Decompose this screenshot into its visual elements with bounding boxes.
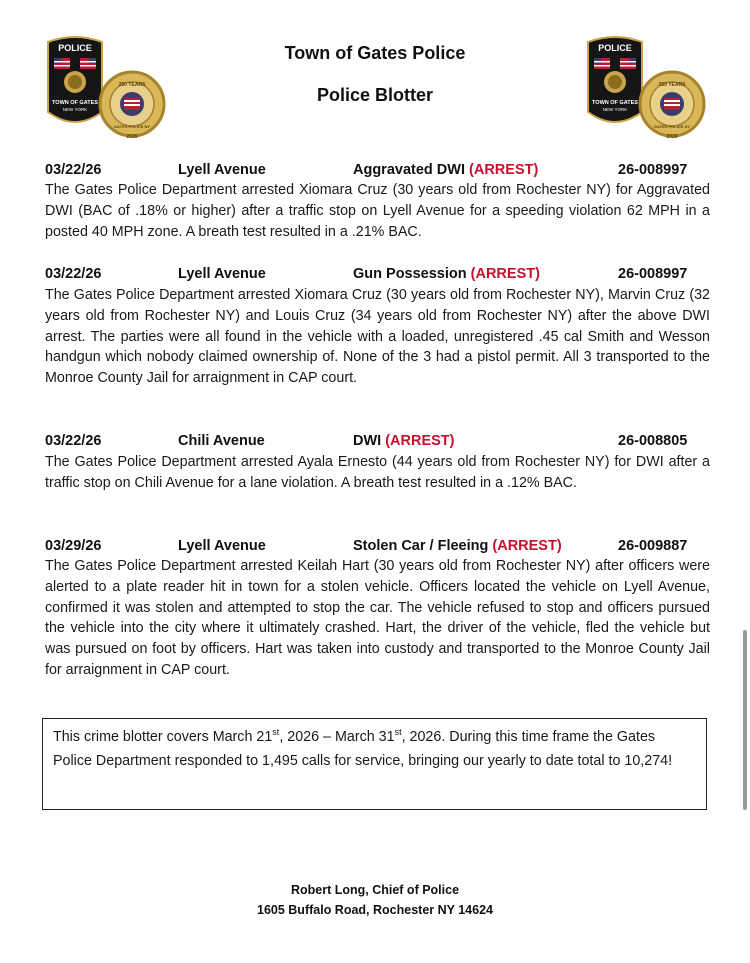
svg-text:2026: 2026 (126, 134, 138, 140)
arrest-status: (ARREST) (385, 433, 455, 449)
summary-box (42, 718, 707, 810)
entry-type (353, 538, 562, 554)
page-title: Town of Gates Police (284, 43, 466, 63)
entry-date: 03/22/26 (45, 162, 102, 178)
entry-type-label: Stolen Car / Fleeing (353, 538, 489, 554)
summary-text: , 2026. During this time frame the Gates Police Department responded to 1,495 calls for service, bringing our yearly to date total to 10,274! (53, 729, 673, 769)
svg-text:TOWN OF GATES: TOWN OF GATES (592, 100, 638, 106)
summary-sup: st (272, 727, 280, 738)
entry-body: The Gates Police Department arrested Xiomara Cruz (30 years old from Rochester NY), Marvin Cruz (32 years old from Rochester NY) and Louis Cruz (34 years old from Rochester NY) after the above DWI arrest. The parties were all found in the vehicle with a loaded, unregistered .45 cal Smith and Wesson handgun which nobody claimed ownership of. None of the 3 had a pistol permit. All 3 transported to the Monroe County Jail for arraignment in CAP court. (45, 287, 710, 387)
summary-text: , 2026 – March 31 (279, 729, 395, 745)
entry-date: 03/22/26 (45, 433, 102, 449)
entry-header (45, 162, 700, 180)
svg-text:250 YEARS: 250 YEARS (658, 82, 686, 88)
summary-text: This crime blotter covers March 21 (53, 729, 273, 745)
svg-text:2026: 2026 (666, 134, 678, 140)
entry-type (353, 162, 538, 178)
svg-text:NEW YORK: NEW YORK (62, 107, 88, 112)
entry-location: Chili Avenue (178, 433, 265, 449)
gold-shield-icon (100, 72, 164, 140)
entry-location: Lyell Avenue (178, 538, 266, 554)
entry-date: 03/29/26 (45, 538, 102, 554)
entry-case-number: 26-008805 (618, 433, 688, 449)
svg-text:POLICE: POLICE (58, 43, 92, 53)
footer-signature: Robert Long, Chief of Police (290, 883, 460, 897)
gold-shield-icon (640, 72, 704, 140)
svg-text:NEW YORK: NEW YORK (602, 107, 628, 112)
entry-type-label: Aggravated DWI (353, 162, 465, 178)
entry-type (353, 266, 540, 282)
svg-text:GATES POLICE NY: GATES POLICE NY (653, 124, 691, 129)
entry-type-label: Gun Possession (353, 266, 467, 282)
svg-text:TOWN OF GATES: TOWN OF GATES (52, 100, 98, 106)
scrollbar[interactable] (743, 630, 747, 810)
entry-location: Lyell Avenue (178, 266, 266, 282)
entry-body: The Gates Police Department arrested Ayala Ernesto (44 years old from Rochester NY) for DWI after a traffic stop on Chili Avenue for a lane violation. A breath test resulted in a .12% BAC. (45, 454, 710, 491)
entry-case-number: 26-008997 (618, 266, 688, 282)
svg-text:250 YEARS: 250 YEARS (118, 82, 146, 88)
page-subtitle: Police Blotter (316, 85, 434, 105)
entry-body: The Gates Police Department arrested Xiomara Cruz (30 years old from Rochester NY) for Aggravated DWI (BAC of .18% or higher) after a traffic stop on Lyell Avenue for a speeding violation 62 MPH in a posted 40 MPH zone. A breath test resulted in a .21% BAC. (45, 182, 710, 240)
footer-address: 1605 Buffalo Road, Rochester NY 14624 (257, 903, 493, 917)
entry-header (45, 433, 700, 451)
entry-header (45, 538, 700, 556)
entry-type-label: DWI (353, 433, 382, 449)
entry-case-number: 26-009887 (618, 538, 688, 554)
summary-sup: st (394, 727, 402, 738)
arrest-status: (ARREST) (492, 538, 562, 554)
entry-date: 03/22/26 (45, 266, 102, 282)
arrest-status: (ARREST) (470, 266, 540, 282)
entry-type (353, 433, 455, 449)
arrest-status: (ARREST) (469, 162, 539, 178)
svg-text:GATES POLICE NY: GATES POLICE NY (113, 124, 151, 129)
entry-case-number: 26-008997 (618, 162, 688, 178)
entry-body: The Gates Police Department arrested Keilah Hart (30 years old from Rochester NY) after officers were alerted to a plate reader hit in town for a stolen vehicle. Officers located the vehicle on Lyell Avenue, confirmed it was stolen and attempted to stop the car. The vehicle refused to stop and officers pursued the vehicle into the city where it ultimately crashed. Hart, the driver of the vehicle, fled the vehicle but was pursued on foot by officers. Hart was taken into custody and transported to the Monroe County Jail for arraignment in CAP court. (45, 558, 710, 678)
entry-location: Lyell Avenue (178, 162, 266, 178)
entry-header (45, 266, 700, 284)
svg-text:POLICE: POLICE (598, 43, 632, 53)
